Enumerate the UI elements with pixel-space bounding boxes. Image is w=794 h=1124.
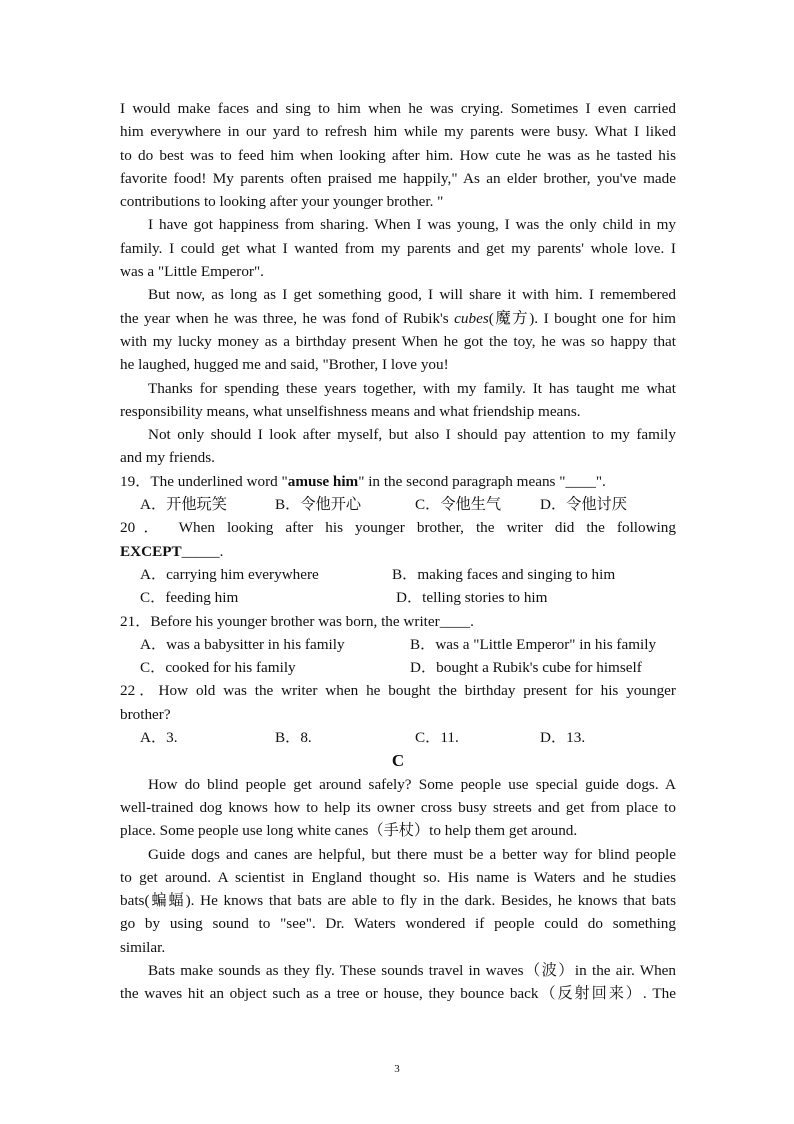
italic-word: cubes	[454, 309, 489, 327]
q21-options-row2	[120, 656, 676, 679]
q19-options	[120, 493, 676, 516]
text-segment: (魔方). I bought one for him	[488, 309, 676, 327]
text-segment: " in the second paragraph means "____".	[358, 472, 606, 490]
text-line: bats(蝙蝠). He knows that bats are able to fly in the dark. Besides, he knows that bats	[120, 892, 676, 910]
section-heading: C	[391, 751, 405, 771]
question-22-cont: brother?	[120, 705, 171, 723]
bold-phrase: EXCEPT	[120, 542, 182, 560]
q20-option-b: B．making faces and singing to him	[392, 565, 616, 583]
text-line: and my friends.	[120, 449, 215, 467]
text-line: him everywhere in our yard to refresh him while my parents were busy. What I liked	[120, 123, 676, 141]
text-segment: the year when he was three, he was fond of Rubik's	[120, 309, 455, 327]
q20-option-c: C．feeding him	[140, 589, 239, 607]
text-line: well-trained dog knows how to help its owner cross busy streets and get from place to	[120, 798, 676, 816]
text-line: Bats make sounds as they fly. These sounds travel in waves（波）in the air. When	[148, 961, 676, 979]
text-line: to do best was to feed him when looking after him. How cute he was as he tasted his	[120, 146, 676, 164]
text-line: Guide dogs and canes are helpful, but there must be a better way for blind people	[148, 845, 676, 863]
text-line: to get around. A scientist in England thought so. His name is Waters and he studies	[120, 868, 676, 886]
question-21: 21．Before his younger brother was born, the writer____.	[120, 612, 474, 630]
q19-option-b: B．令他开心	[275, 496, 362, 514]
text-line	[120, 307, 676, 330]
text-line: responsibility means, what unselfishness means and what friendship means.	[120, 402, 581, 420]
q19-option-a: A．开他玩笑	[140, 496, 227, 514]
question-20: 20． When looking after his younger brother, the writer did the following	[120, 519, 676, 537]
text-line: he laughed, hugged me and said, "Brother, I love you!	[120, 356, 449, 374]
q19-option-d: D．令他讨厌	[540, 496, 627, 514]
q22-option-c: C．11.	[415, 729, 459, 747]
q22-option-a: A．3.	[140, 729, 178, 747]
text-line: contributions to looking after your younger brother. "	[120, 193, 444, 211]
q20-option-a: A．carrying him everywhere	[140, 565, 319, 583]
text-line: Thanks for spending these years together, with my family. It has taught me what	[148, 379, 676, 397]
q20-options-row1	[120, 563, 676, 586]
q22-option-b: B．8.	[275, 729, 312, 747]
text-line: similar.	[120, 938, 166, 956]
text-line: was a "Little Emperor".	[120, 263, 264, 281]
page-number: 3	[394, 1063, 400, 1075]
text-segment: 19．The underlined word "	[120, 472, 288, 490]
text-line: I would make faces and sing to him when he was crying. Sometimes I even carried	[120, 100, 676, 117]
q19-option-c: C．令他生气	[415, 496, 502, 514]
text-line: But now, as long as I get something good, I will share it with him. I remembered	[148, 286, 676, 304]
text-line: Not only should I look after myself, but also I should pay attention to my family	[148, 426, 676, 444]
q21-option-b: B．was a "Little Emperor" in his family	[410, 635, 657, 653]
q21-option-d: D．bought a Rubik's cube for himself	[410, 659, 642, 677]
text-line: place. Some people use long white canes（手杖）to help them get around.	[120, 822, 578, 840]
q22-option-d: D．13.	[540, 729, 586, 747]
bold-phrase: amuse him	[287, 472, 359, 490]
question-19	[120, 470, 676, 493]
text-line: I have got happiness from sharing. When I was young, I was the only child in my	[148, 216, 676, 234]
text-line: with my lucky money as a birthday present When he got the toy, he was so happy that	[120, 332, 676, 350]
q20-options-row2	[120, 586, 676, 609]
q21-options-row1	[120, 633, 676, 656]
text-line: favorite food! My parents often praised me happily," As an elder brother, you've made	[120, 169, 676, 187]
q21-option-a: A．was a babysitter in his family	[140, 635, 345, 653]
text-line: the waves hit an object such as a tree or house, they bounce back（反射回来）. The	[120, 985, 676, 1003]
text-line: How do blind people get around safely? Some people use special guide dogs. A	[148, 775, 676, 793]
q20-option-d: D．telling stories to him	[396, 589, 548, 607]
question-22: 22．How old was the writer when he bought the birthday present for his younger	[120, 682, 676, 700]
q22-options	[120, 726, 676, 749]
text-line: go by using sound to "see". Dr. Waters wondered if people could do something	[120, 915, 676, 933]
document-page	[120, 97, 676, 1006]
text-line: family. I could get what I wanted from my parents and get my parents' whole love. I	[120, 239, 676, 257]
q21-option-c: C．cooked for his family	[140, 659, 296, 677]
question-20-cont	[120, 540, 676, 563]
answer-blank: _____.	[181, 542, 224, 560]
